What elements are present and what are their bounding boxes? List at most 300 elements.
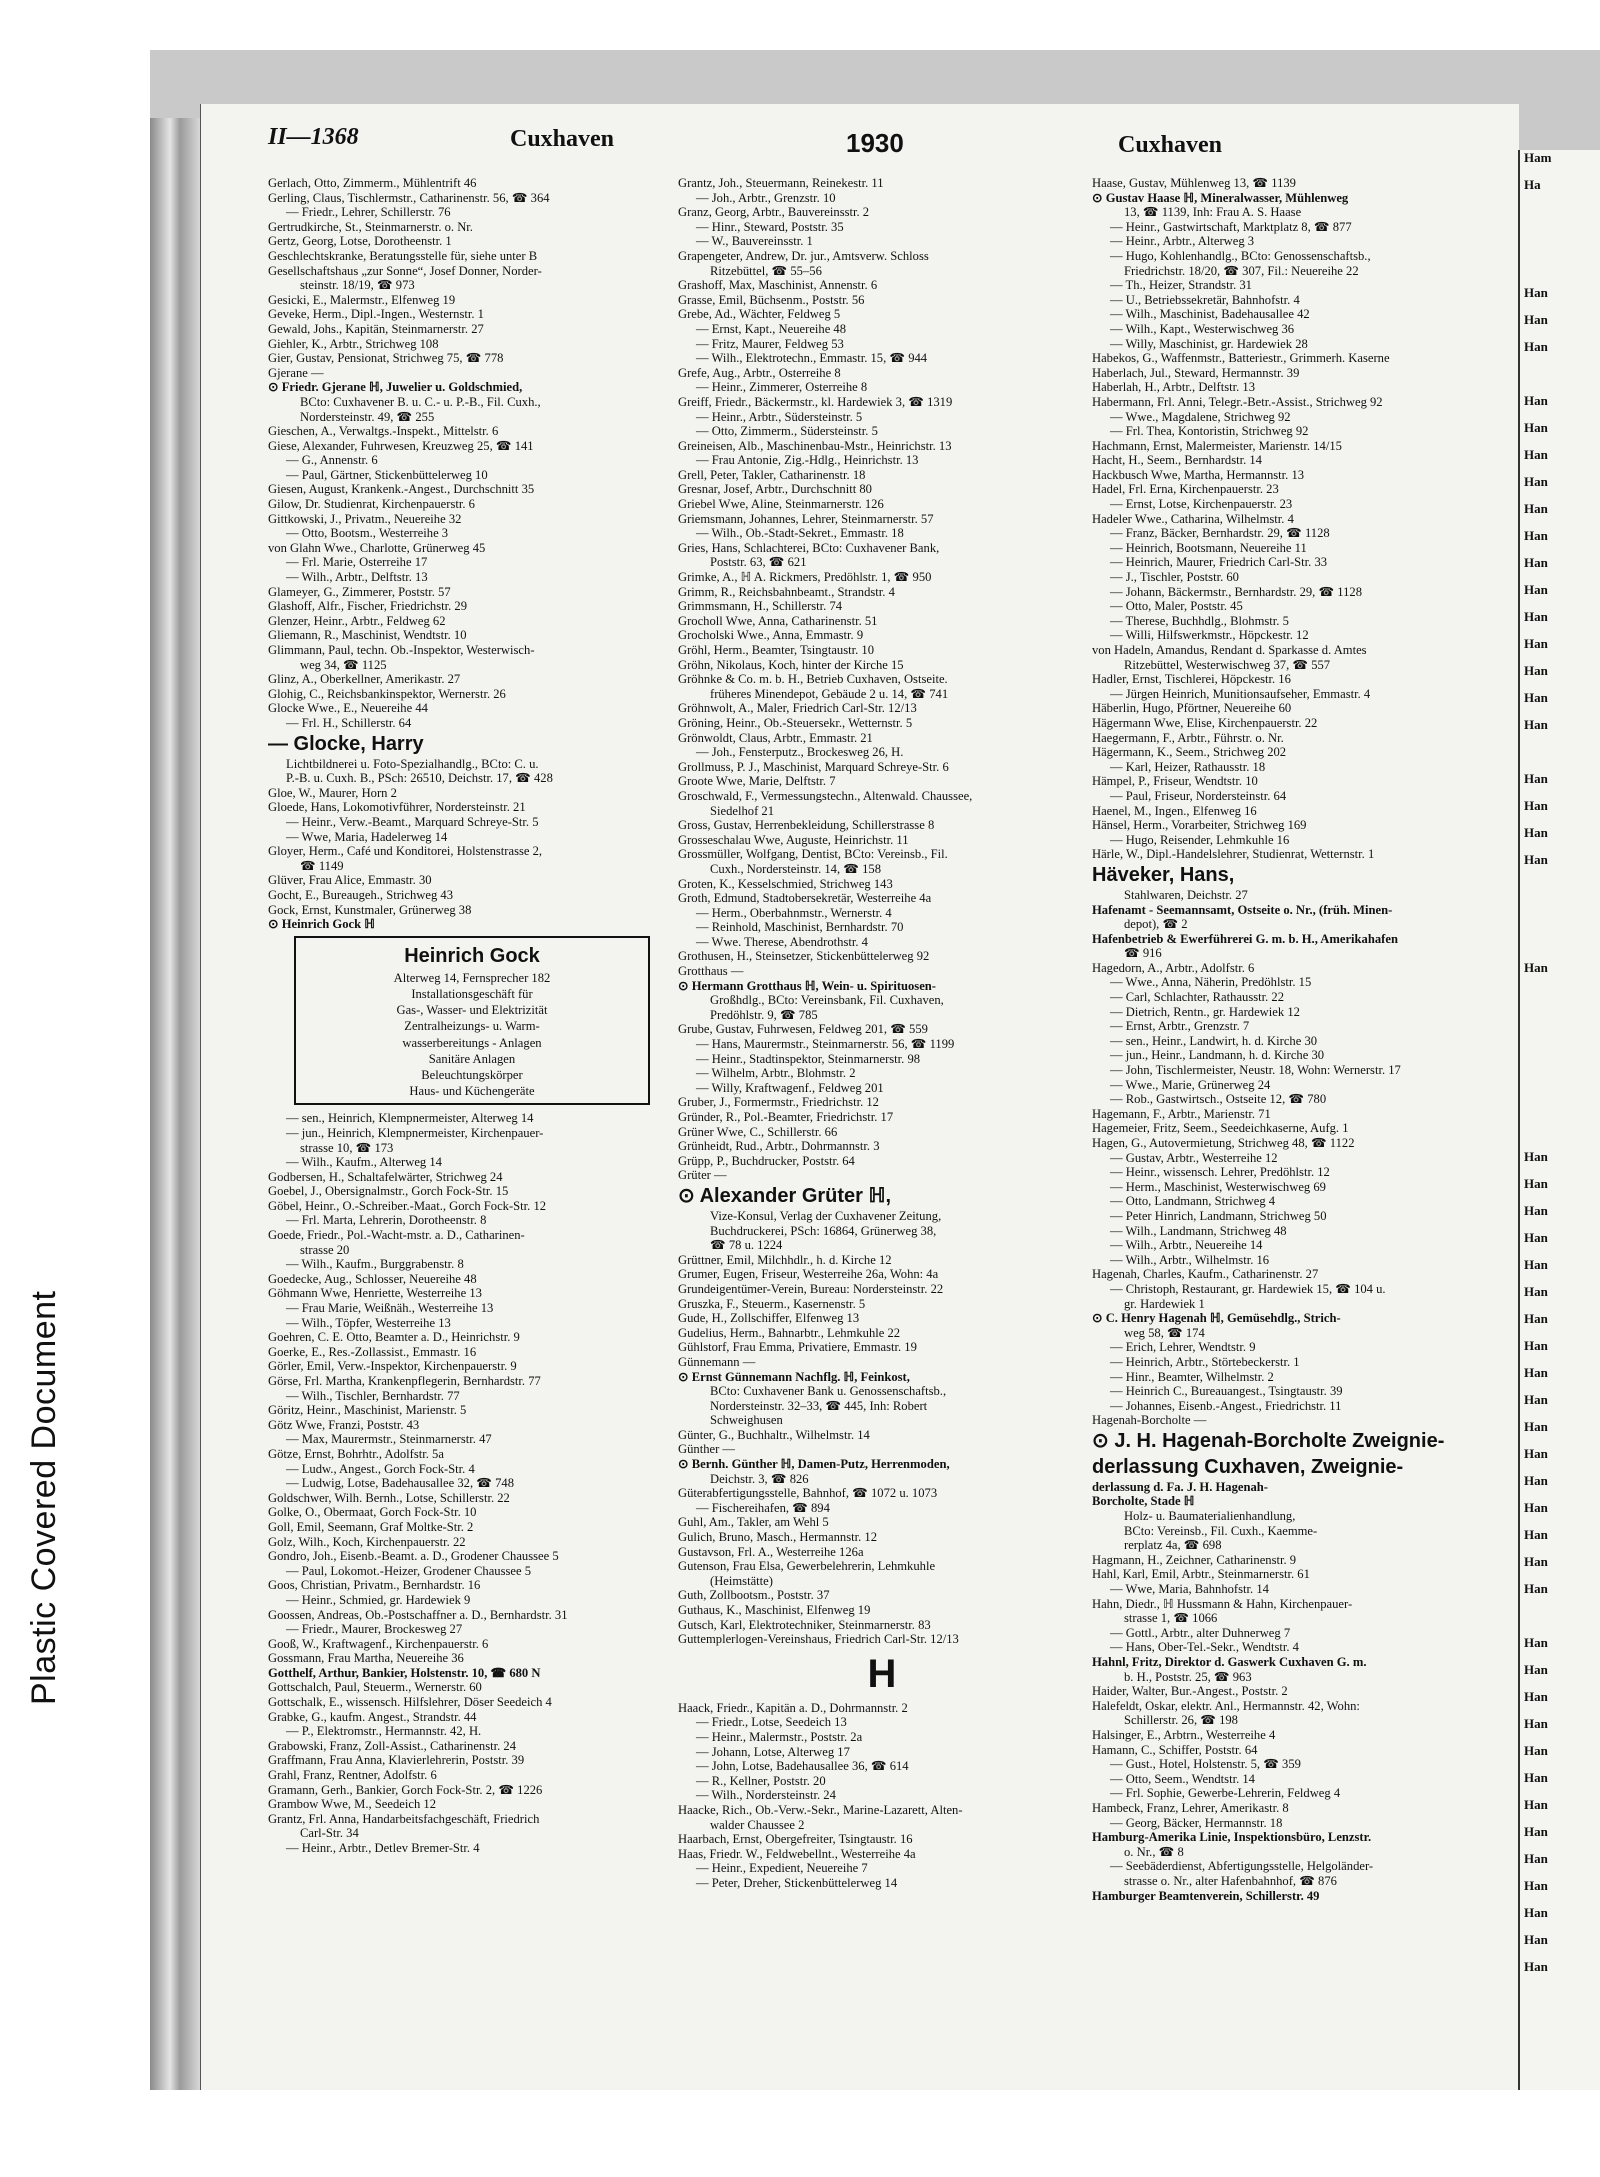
directory-entry: Häberlin, Hugo, Pförtner, Neuereihe 60 bbox=[1092, 701, 1292, 716]
directory-entry: — Friedr., Maurer, Brockesweg 27 bbox=[286, 1622, 463, 1637]
ad-line: Alterweg 14, Fernsprecher 182 bbox=[393, 970, 551, 985]
directory-entry: b. H., Poststr. 25, ☎ 963 bbox=[1124, 1669, 1252, 1684]
directory-entry: Gloe, W., Maurer, Horn 2 bbox=[268, 785, 397, 800]
directory-entry: strasse 10, ☎ 173 bbox=[300, 1140, 394, 1155]
directory-entry: Golke, O., Obermaat, Gorch Fock-Str. 10 bbox=[268, 1505, 477, 1520]
directory-entry: — Johann, Bäckermstr., Bernhardstr. 29, ☎ 1128 bbox=[1110, 584, 1363, 599]
directory-entry: Hahnl, Fritz, Direktor d. Gaswerk Cuxhaven G. m. bbox=[1092, 1655, 1367, 1669]
directory-entry: — Gustav, Arbtr., Westerreihe 12 bbox=[1110, 1150, 1278, 1165]
facing-page-fragment: Han bbox=[1524, 1203, 1548, 1218]
directory-entry: Cuxh., Nordersteinstr. 14, ☎ 158 bbox=[710, 861, 881, 876]
directory-entry: Gieschen, A., Verwaltgs.-Inspekt., Mittelstr. 6 bbox=[268, 424, 499, 439]
facing-page-fragment: Han bbox=[1524, 1932, 1548, 1947]
facing-page-fragment: Han bbox=[1524, 1959, 1548, 1974]
facing-page-fragment: Han bbox=[1524, 393, 1548, 408]
directory-entry: Hägermann, K., Seem., Strichweg 202 bbox=[1092, 745, 1287, 760]
directory-entry: Gerling, Claus, Tischlermstr., Catharinenstr. 56, ☎ 364 bbox=[268, 190, 550, 205]
directory-entry: Groten, K., Kesselschmied, Strichweg 143 bbox=[678, 876, 893, 891]
facing-page-fragment: Han bbox=[1524, 555, 1548, 570]
directory-entry: Ritzebüttel, Westerwischweg 37, ☎ 557 bbox=[1124, 657, 1331, 672]
directory-entry: — Willy, Maschinist, gr. Hardewiek 28 bbox=[1110, 336, 1308, 351]
directory-entry: H bbox=[867, 1651, 897, 1696]
header-year: 1930 bbox=[846, 128, 904, 158]
directory-entry: Gröning, Heinr., Ob.-Steuersekr., Wetternstr. 5 bbox=[678, 715, 913, 730]
facing-page-fragment: Han bbox=[1524, 528, 1548, 543]
directory-entry: Stahlwaren, Deichstr. 27 bbox=[1124, 887, 1248, 902]
directory-entry: — Johann, Lotse, Alterweg 17 bbox=[696, 1744, 850, 1759]
directory-entry: Haack, Friedr., Kapitän a. D., Dohrmannstr. 2 bbox=[678, 1700, 908, 1715]
directory-entry: Graffmann, Frau Anna, Klavierlehrerin, Poststr. 39 bbox=[268, 1753, 525, 1768]
directory-entry: — Dietrich, Rentn., gr. Hardewiek 12 bbox=[1110, 1004, 1300, 1019]
directory-entry: Haegermann, F., Arbtr., Führstr. o. Nr. bbox=[1092, 730, 1284, 745]
facing-page-fragment: Han bbox=[1524, 1176, 1548, 1191]
directory-entry: Goll, Emil, Seemann, Graf Moltke-Str. 2 bbox=[268, 1519, 474, 1534]
directory-entry: Gotthelf, Arthur, Bankier, Holstenstr. 10, ☎ 680 N bbox=[268, 1665, 541, 1680]
directory-entry: Hagen, G., Autovermietung, Strichweg 48, ☎ 1122 bbox=[1092, 1136, 1355, 1150]
directory-entry: derlassung Cuxhaven, Zweignie- bbox=[1092, 1455, 1404, 1478]
directory-entry: Gustavson, Frl. A., Westerreihe 126a bbox=[678, 1544, 864, 1559]
facing-page-fragment bbox=[1524, 1122, 1600, 1149]
directory-entry: Gutenson, Frau Elsa, Gewerbelehrerin, Lehmkuhle bbox=[678, 1559, 936, 1574]
facing-page-fragment bbox=[1524, 1095, 1600, 1122]
directory-entry: Hagemann, F., Arbtr., Marienstr. 71 bbox=[1092, 1106, 1271, 1121]
facing-page-fragment: Han bbox=[1524, 1770, 1548, 1785]
directory-entry: Grüpp, P., Buchdrucker, Poststr. 64 bbox=[678, 1153, 855, 1168]
facing-page-fragment bbox=[1524, 744, 1600, 771]
directory-entry: Görler, Emil, Verw.-Inspektor, Kirchenpauerstr. 9 bbox=[268, 1359, 517, 1374]
facing-page-fragment: Han bbox=[1524, 1311, 1548, 1326]
directory-entry: Gocht, E., Bureaugeh., Strichweg 43 bbox=[268, 887, 454, 902]
directory-entry: Göhmann Wwe, Henriette, Westerreihe 13 bbox=[268, 1286, 482, 1301]
directory-entry: — Therese, Buchhdlg., Blohmstr. 5 bbox=[1110, 613, 1289, 628]
directory-entry: Gooß, W., Kraftwagenf., Kirchenpauerstr. 6 bbox=[268, 1636, 489, 1651]
directory-entry: Nordersteinstr. 32–33, ☎ 445, Inh: Robert bbox=[710, 1398, 928, 1413]
directory-entry: ⊙ J. H. Hagenah-Borcholte Zweignie- bbox=[1092, 1429, 1445, 1452]
directory-entry: Grube, Gustav, Fuhrwesen, Feldweg 201, ☎ 559 bbox=[678, 1022, 928, 1037]
directory-entry: Geschlechtskranke, Beratungsstelle für, siehe unter B bbox=[268, 248, 538, 263]
facing-page-fragment: Han bbox=[1524, 1527, 1548, 1542]
directory-entry: — W., Bauvereinsstr. 1 bbox=[696, 234, 813, 249]
directory-entry: — Hinr., Steward, Poststr. 35 bbox=[696, 219, 844, 234]
directory-entry: Friedrichstr. 18/20, ☎ 307, Fil.: Neuereihe 22 bbox=[1124, 263, 1359, 278]
directory-entry: — J., Tischler, Poststr. 60 bbox=[1110, 570, 1239, 585]
directory-entry: — jun., Heinr., Landmann, h. d. Kirche 30 bbox=[1110, 1048, 1325, 1063]
directory-entry: — Gottl., Arbtr., alter Duhnerweg 7 bbox=[1110, 1625, 1291, 1640]
directory-entry: Hagmann, H., Zeichner, Catharinenstr. 9 bbox=[1092, 1552, 1297, 1567]
directory-entry: — Hinr., Beamter, Wilhelmstr. 2 bbox=[1110, 1369, 1274, 1384]
directory-entry: steinstr. 18/19, ☎ 973 bbox=[300, 278, 415, 293]
directory-entry: Glocke Wwe., E., Neuereihe 44 bbox=[268, 701, 428, 716]
directory-entry: Hachmann, Ernst, Malermeister, Marienstr. 14/15 bbox=[1092, 438, 1342, 453]
directory-entry: Hänsel, Herm., Vorarbeiter, Strichweg 169 bbox=[1092, 818, 1307, 833]
facing-page-fragment: Han bbox=[1524, 501, 1548, 516]
facing-page-fragment: Han bbox=[1524, 717, 1548, 732]
facing-page-fragment: Ha bbox=[1524, 177, 1541, 192]
directory-entry: Glimmann, Paul, techn. Ob.-Inspektor, Westerwisch- bbox=[268, 643, 535, 657]
directory-entry: — Frau Antonie, Zig.-Hdlg., Heinrichstr. 13 bbox=[696, 453, 919, 468]
directory-entry: depot), ☎ 2 bbox=[1124, 917, 1188, 932]
directory-entry: Glenzer, Heinr., Arbtr., Feldweg 62 bbox=[268, 613, 446, 628]
directory-entry: Deichstr. 3, ☎ 826 bbox=[710, 1471, 809, 1486]
directory-entry: Güterabfertigungsstelle, Bahnhof, ☎ 1072 u. 1073 bbox=[678, 1486, 938, 1501]
directory-entry: — Frl. Thea, Kontoristin, Strichweg 92 bbox=[1110, 424, 1309, 439]
directory-entry: Halefeldt, Oskar, elektr. Anl., Hermannstr. 42, Wohn: bbox=[1092, 1698, 1360, 1713]
directory-entry: Grünheidt, Rud., Arbtr., Dohrmannstr. 3 bbox=[678, 1139, 880, 1154]
directory-entry: Buchdruckerei, PSch: 16864, Grünerweg 38, bbox=[710, 1223, 937, 1238]
book-spine bbox=[150, 118, 200, 2090]
directory-entry: — Wilh., Kaufm., Alterweg 14 bbox=[286, 1155, 442, 1170]
directory-entry: — Wwe, Maria, Bahnhofstr. 14 bbox=[1110, 1582, 1269, 1597]
directory-entry: weg 34, ☎ 1125 bbox=[300, 657, 387, 672]
ad-line: Gas-, Wasser- und Elektrizität bbox=[396, 1003, 548, 1018]
directory-entry: — Rob., Gastwirtsch., Ostseite 12, ☎ 780 bbox=[1110, 1092, 1327, 1107]
directory-entry: — Paul, Gärtner, Stickenbüttelerweg 10 bbox=[286, 467, 488, 482]
directory-entry: — Wilh., Arbtr., Delftstr. 13 bbox=[286, 570, 428, 585]
directory-entry: Grüner Wwe, C., Schillerstr. 66 bbox=[678, 1124, 838, 1139]
facing-page-edge bbox=[1518, 150, 1600, 2090]
header-city-left: Cuxhaven bbox=[510, 126, 615, 152]
directory-entry: Hamann, C., Schiffer, Poststr. 64 bbox=[1092, 1742, 1258, 1757]
directory-entry: — Erich, Lehrer, Wendtstr. 9 bbox=[1110, 1340, 1256, 1355]
header-city-right: Cuxhaven bbox=[1118, 132, 1223, 158]
directory-entry: — Franz, Bäcker, Bernhardstr. 29, ☎ 1128 bbox=[1110, 526, 1330, 541]
facing-page-fragment: Han bbox=[1524, 582, 1548, 597]
directory-entry: ⊙ Ernst Günnemann Nachflg. ℍ, Feinkost, bbox=[678, 1369, 910, 1384]
directory-entry: Habekos, G., Waffenmstr., Batteriestr., Grimmerh. Kaserne bbox=[1092, 351, 1390, 366]
directory-entry: Görse, Frl. Martha, Krankenpflegerin, Bernhardstr. 77 bbox=[268, 1374, 541, 1388]
directory-entry: Siedelhof 21 bbox=[710, 803, 775, 818]
directory-entry: — sen., Heinrich, Klempnermeister, Alterweg 14 bbox=[286, 1111, 534, 1126]
directory-entry: — Heinr., Zimmerer, Osterreihe 8 bbox=[696, 380, 868, 395]
directory-entry: Grabowski, Franz, Zoll-Assist., Catharinenstr. 24 bbox=[268, 1738, 516, 1753]
directory-entry: Haberlach, Jul., Steward, Hermannstr. 39 bbox=[1092, 365, 1300, 380]
ad-title: Heinrich Gock bbox=[404, 944, 540, 967]
directory-entry: Haider, Walter, Bur.-Angest., Poststr. 2 bbox=[1092, 1684, 1288, 1699]
directory-entry: Haberlah, H., Arbtr., Delftstr. 13 bbox=[1092, 380, 1255, 395]
directory-entry: — Wilh., Ob.-Stadt-Sekret., Emmastr. 18 bbox=[696, 526, 904, 541]
directory-entry: Grebe, Ad., Wächter, Feldweg 5 bbox=[678, 307, 841, 322]
directory-entry: Gesellschaftshaus „zur Sonne“, Josef Donner, Norder- bbox=[268, 263, 542, 278]
directory-entry: — Wilh., Nordersteinstr. 24 bbox=[696, 1788, 836, 1803]
directory-entry: — Heinr., Schmied, gr. Hardewiek 9 bbox=[286, 1592, 471, 1607]
directory-entry: Grasse, Emil, Büchsenm., Poststr. 56 bbox=[678, 292, 865, 307]
directory-entry: — Otto, Bootsm., Westerreihe 3 bbox=[286, 526, 449, 541]
directory-entry: Hahl, Karl, Emil, Arbtr., Steinmarnerstr. 61 bbox=[1092, 1567, 1310, 1582]
directory-entry: Gröhnke & Co. m. b. H., Betrieb Cuxhaven, Ostseite. bbox=[678, 672, 948, 687]
facing-page-fragment: Han bbox=[1524, 1473, 1548, 1488]
directory-entry: ⊙ Gustav Haase ℍ, Mineralwasser, Mühlenweg bbox=[1092, 190, 1349, 205]
directory-entry: — Friedr., Lotse, Seedeich 13 bbox=[696, 1715, 847, 1730]
directory-entry: — Heinr., Malermstr., Poststr. 2a bbox=[696, 1729, 863, 1744]
facing-page-fragment: Han bbox=[1524, 1797, 1548, 1812]
directory-entry: Grabke, G., kaufm. Angest., Strandstr. 44 bbox=[268, 1709, 477, 1724]
directory-entry: ⊙ Hermann Grotthaus ℍ, Wein- u. Spirituosen- bbox=[678, 978, 936, 993]
side-label: Plastic Covered Document bbox=[25, 1290, 63, 1705]
directory-entry: Goerke, E., Res.-Zollassist., Emmastr. 16 bbox=[268, 1344, 477, 1359]
directory-entry: Hadel, Frl. Erna, Kirchenpauerstr. 23 bbox=[1092, 482, 1279, 497]
facing-page-fragment: Han bbox=[1524, 1716, 1548, 1731]
directory-entry: Holz- u. Baumaterialienhandlung, bbox=[1124, 1509, 1296, 1524]
directory-entry: — Wilh., Landmann, Strichweg 48 bbox=[1110, 1223, 1287, 1238]
directory-entry: Haas, Friedr. W., Feldwebellnt., Westerreihe 4a bbox=[678, 1846, 916, 1861]
directory-entry: Goehren, C. E. Otto, Beamter a. D., Heinrichstr. 9 bbox=[268, 1330, 520, 1345]
facing-page-fragment: Han bbox=[1524, 1554, 1548, 1569]
directory-entry: Grimm, R., Reichsbahnbeamt., Strandstr. 4 bbox=[678, 584, 895, 599]
directory-entry: ⊙ C. Henry Hagenah ℍ, Gemüsehdlg., Strich- bbox=[1092, 1311, 1341, 1326]
directory-entry: Grollmuss, P. J., Maschinist, Marquard Schreye-Str. 6 bbox=[678, 759, 949, 774]
directory-entry: Golz, Wilh., Koch, Kirchenpauerstr. 22 bbox=[268, 1534, 466, 1549]
directory-entry: Gröhn, Nikolaus, Koch, hinter der Kirche 15 bbox=[678, 657, 904, 672]
directory-entry: — Peter, Dreher, Stickenbüttelerweg 14 bbox=[696, 1875, 898, 1890]
directory-entry: Greiff, Friedr., Bäckermstr., kl. Hardewiek 3, ☎ 1319 bbox=[678, 394, 953, 409]
facing-page-fragment: Han bbox=[1524, 1365, 1548, 1380]
facing-page-fragment bbox=[1524, 987, 1600, 1014]
facing-page-fragment: Ham bbox=[1524, 150, 1552, 165]
directory-entry: rerplatz 4a, ☎ 698 bbox=[1124, 1538, 1222, 1553]
facing-page-fragment: Han bbox=[1524, 1257, 1548, 1272]
directory-entry: ⊙ Heinrich Gock ℍ bbox=[268, 917, 375, 932]
directory-entry: — Wilh., Maschinist, Badehausallee 42 bbox=[1110, 307, 1310, 322]
directory-entry: Grantz, Frl. Anna, Handarbeitsfachgeschäft, Friedrich bbox=[268, 1811, 540, 1826]
directory-entry: Gittkowski, J., Privatm., Neuereihe 32 bbox=[268, 511, 462, 526]
directory-entry: Giese, Alexander, Fuhrwesen, Kreuzweg 25, ☎ 141 bbox=[268, 438, 534, 453]
directory-entry: Goldschwer, Wilh. Bernh., Lotse, Schillerstr. 22 bbox=[268, 1490, 510, 1505]
directory-entry: — Wilh., Kaufm., Burggrabenstr. 8 bbox=[286, 1257, 464, 1272]
directory-entry: — Heinr., Gastwirtschaft, Marktplatz 8, ☎ 877 bbox=[1110, 219, 1352, 234]
directory-entry: Groote Wwe, Marie, Delftstr. 7 bbox=[678, 774, 836, 789]
directory-entry: — G., Annenstr. 6 bbox=[286, 453, 378, 468]
facing-page-fragment: Han bbox=[1524, 312, 1548, 327]
directory-entry: Häveker, Hans, bbox=[1092, 863, 1235, 886]
directory-entry: Hafenamt - Seemannsamt, Ostseite o. Nr., (früh. Minen- bbox=[1092, 902, 1393, 917]
facing-page-fragment: Han bbox=[1524, 798, 1548, 813]
directory-entry: weg 58, ☎ 174 bbox=[1124, 1325, 1205, 1340]
directory-entry: Gude, H., Zollschiffer, Elfenweg 13 bbox=[678, 1311, 860, 1326]
directory-entry: — Wilh., Arbtr., Neuereihe 14 bbox=[1110, 1238, 1263, 1253]
facing-page-fragment: Han bbox=[1524, 1446, 1548, 1461]
facing-page-fragment: Han bbox=[1524, 1743, 1548, 1758]
directory-entry: — jun., Heinrich, Klempnermeister, Kirchenpauer- bbox=[286, 1125, 544, 1140]
directory-entry: — Reinhold, Maschinist, Bernhardstr. 70 bbox=[696, 920, 904, 935]
facing-page-fragment: Han bbox=[1524, 285, 1548, 300]
directory-entry: — Georg, Bäcker, Hermannstr. 18 bbox=[1110, 1815, 1283, 1830]
directory-entry: — Heinr., Arbtr., Südersteinstr. 5 bbox=[696, 409, 863, 424]
directory-entry: BCto: Cuxhavener B. u. C.- u. P.-B., Fil. Cuxh., bbox=[300, 394, 541, 409]
directory-entry: Grambow Wwe, M., Seedeich 12 bbox=[268, 1797, 436, 1812]
directory-entry: 13, ☎ 1139, Inh: Frau A. S. Haase bbox=[1124, 205, 1302, 220]
directory-entry: — Seebäderdienst, Abfertigungsstelle, Helgoländer- bbox=[1110, 1859, 1374, 1874]
directory-entry: Gottschalk, E., wissensch. Hilfslehrer, Döser Seedeich 4 bbox=[268, 1695, 552, 1710]
facing-page-fragment: Han bbox=[1524, 1689, 1548, 1704]
directory-entry: Gier, Gustav, Pensionat, Strichweg 75, ☎ 778 bbox=[268, 351, 504, 366]
directory-entry: — Fritz, Maurer, Feldweg 53 bbox=[696, 336, 844, 351]
directory-entry: — P., Elektromstr., Hermannstr. 42, H. bbox=[286, 1724, 482, 1739]
directory-entry: Goebel, J., Obersignalmstr., Gorch Fock-Str. 15 bbox=[268, 1184, 509, 1199]
directory-entry: Godbersen, H., Schaltafelwärter, Strichweg 24 bbox=[268, 1169, 503, 1184]
facing-page-fragment: Han bbox=[1524, 1851, 1548, 1866]
directory-entry: Carl-Str. 34 bbox=[300, 1826, 359, 1841]
facing-page-fragment bbox=[1524, 366, 1600, 393]
directory-entry: BCto: Cuxhavener Bank u. Genossenschaftsb., bbox=[710, 1384, 947, 1399]
directory-entry: — Otto, Zimmerm., Südersteinstr. 5 bbox=[696, 424, 878, 439]
directory-entry: — Heinrich, Maurer, Friedrich Carl-Str. 33 bbox=[1110, 555, 1328, 570]
facing-page-fragment: Han bbox=[1524, 1392, 1548, 1407]
directory-entry: Grahl, Franz, Rentner, Adolfstr. 6 bbox=[268, 1768, 437, 1783]
directory-entry: — Wwe., Anna, Näherin, Predöhlstr. 15 bbox=[1110, 975, 1312, 990]
directory-entry: — R., Kellner, Poststr. 20 bbox=[696, 1773, 826, 1788]
directory-entry: Götz Wwe, Franzi, Poststr. 43 bbox=[268, 1417, 420, 1432]
facing-page-fragment: Han bbox=[1524, 771, 1548, 786]
directory-entry: Schweighusen bbox=[710, 1413, 783, 1428]
ad-line: Zentralheizungs- u. Warm- bbox=[404, 1019, 540, 1034]
facing-page-fragment: Han bbox=[1524, 1284, 1548, 1299]
directory-entry: Gewald, Johs., Kapitän, Steinmarnerstr. 27 bbox=[268, 321, 484, 336]
page-number: II—1368 bbox=[268, 124, 359, 150]
directory-entry: Götze, Ernst, Bohrhtr., Adolfstr. 5a bbox=[268, 1446, 444, 1461]
directory-entry: — Herm., Oberbahnmstr., Wernerstr. 4 bbox=[696, 905, 892, 920]
directory-entry: Glüver, Frau Alice, Emmastr. 30 bbox=[268, 873, 432, 888]
directory-entry: Günther — bbox=[678, 1442, 736, 1457]
directory-entry: — Ernst, Kapt., Neuereihe 48 bbox=[696, 321, 847, 336]
directory-entry: Gründer, R., Pol.-Beamter, Friedrichstr. 17 bbox=[678, 1110, 894, 1124]
directory-entry: — Heinrich C., Bureauangest., Tsingtaustr. 39 bbox=[1110, 1384, 1343, 1399]
facing-page-fragment: Han bbox=[1524, 1824, 1548, 1839]
directory-entry: — Hans, Ober-Tel.-Sekr., Wendtstr. 4 bbox=[1110, 1640, 1299, 1655]
directory-entry: Gramann, Gerh., Bankier, Gorch Fock-Str. 2, ☎ 1226 bbox=[268, 1782, 543, 1797]
directory-entry: Haacke, Rich., Ob.-Verw.-Sekr., Marine-Lazarett, Alten- bbox=[678, 1802, 963, 1817]
directory-entry: Hämpel, P., Friseur, Wendtstr. 10 bbox=[1092, 774, 1258, 789]
directory-entry: Grumer, Eugen, Friseur, Westerreihe 26a, Wohn: 4a bbox=[678, 1267, 939, 1282]
directory-entry: — Johannes, Eisenb.-Angest., Friedrichstr. 11 bbox=[1110, 1398, 1342, 1413]
facing-page-fragment bbox=[1524, 1041, 1600, 1068]
directory-entry: — Max, Maurermstr., Steinmarnerstr. 47 bbox=[286, 1432, 492, 1447]
directory-entry: — Willi, Hilfswerkmstr., Höpckestr. 12 bbox=[1110, 628, 1309, 643]
directory-entry: Gühlstorf, Frau Emma, Privatiere, Emmastr. 19 bbox=[678, 1340, 917, 1355]
directory-entry: Grell, Peter, Takler, Catharinenstr. 18 bbox=[678, 467, 866, 482]
directory-entry: — John, Lotse, Badehausallee 36, ☎ 614 bbox=[696, 1759, 909, 1774]
facing-page-fragment: Han bbox=[1524, 1500, 1548, 1515]
directory-entry: Gries, Hans, Schlachterei, BCto: Cuxhavener Bank, bbox=[678, 540, 940, 555]
directory-entry: Gerlach, Otto, Zimmerm., Mühlentrift 46 bbox=[268, 176, 477, 190]
directory-entry: ☎ 1149 bbox=[300, 858, 344, 873]
ad-line: wasserbereitungs - Anlagen bbox=[402, 1035, 542, 1050]
directory-entry: Hagenah-Borcholte — bbox=[1092, 1413, 1207, 1428]
facing-page-fragment: Han bbox=[1524, 1635, 1548, 1650]
facing-page-fragment bbox=[1524, 1608, 1600, 1635]
directory-entry: Poststr. 63, ☎ 621 bbox=[710, 555, 807, 570]
directory-entry: — Joh., Arbtr., Grenzstr. 10 bbox=[696, 190, 836, 205]
directory-entry: — Frl. H., Schillerstr. 64 bbox=[286, 715, 412, 730]
facing-page-fragment: Han bbox=[1524, 474, 1548, 489]
directory-entry: strasse 20 bbox=[300, 1242, 350, 1257]
directory-entry: Hahn, Diedr., ℍ Hussmann & Hahn, Kirchenpauer- bbox=[1092, 1596, 1353, 1611]
directory-entry: Schillerstr. 26, ☎ 198 bbox=[1124, 1713, 1238, 1728]
facing-page-fragment bbox=[1524, 258, 1600, 285]
facing-page-fragment: Han bbox=[1524, 1878, 1548, 1893]
directory-entry: — Hugo, Kohlenhandlg., BCto: Genossenschaftsb., bbox=[1110, 248, 1371, 263]
directory-entry: Predöhlstr. 9, ☎ 785 bbox=[710, 1007, 818, 1022]
facing-page-fragment bbox=[1524, 933, 1600, 960]
directory-entry: — Ludwig, Lotse, Badehausallee 32, ☎ 748 bbox=[286, 1476, 514, 1491]
directory-entry: Griemsmann, Johannes, Lehrer, Steinmarnerstr. 57 bbox=[678, 511, 934, 526]
directory-entry: — Wilh., Elektrotechn., Emmastr. 15, ☎ 944 bbox=[696, 351, 928, 366]
directory-entry: — Wwe, Maria, Hadelerweg 14 bbox=[286, 829, 448, 844]
ad-line: Sanitäre Anlagen bbox=[428, 1051, 516, 1066]
advertisement-box bbox=[294, 936, 650, 1106]
directory-entry: Guhl, Am., Takler, am Wehl 5 bbox=[678, 1515, 829, 1530]
facing-page-fragment: Han bbox=[1524, 690, 1548, 705]
directory-entry: — Otto, Maler, Poststr. 45 bbox=[1110, 599, 1243, 614]
directory-entry: Giesen, August, Krankenk.-Angest., Durchschnitt 35 bbox=[268, 482, 535, 497]
directory-entry: — Heinr., Verw.-Beamt., Marquard Schreye-Str. 5 bbox=[286, 814, 539, 829]
directory-entry: Grashoff, Max, Maschinist, Annenstr. 6 bbox=[678, 278, 878, 293]
directory-entry: — Wilh., Kapt., Westerwischweg 36 bbox=[1110, 321, 1295, 336]
directory-entry: Gock, Ernst, Kunstmaler, Grünerweg 38 bbox=[268, 902, 472, 917]
column-2 bbox=[678, 176, 1086, 1891]
directory-entry: Grotthaus — bbox=[678, 964, 744, 979]
directory-entry: Goedecke, Aug., Schlosser, Neuereihe 48 bbox=[268, 1271, 477, 1286]
directory-entry: Habermann, Frl. Anni, Telegr.-Betr.-Assist., Strichweg 92 bbox=[1092, 394, 1383, 409]
directory-entry: — Friedr., Lehrer, Schillerstr. 76 bbox=[286, 205, 451, 220]
directory-entry: — Heinr., Expedient, Neuereihe 7 bbox=[696, 1861, 868, 1876]
directory-entry: — Frl. Marie, Osterreihe 17 bbox=[286, 555, 428, 570]
directory-entry: walder Chaussee 2 bbox=[710, 1817, 805, 1832]
directory-entry: Grimmsmann, H., Schillerstr. 74 bbox=[678, 599, 843, 614]
directory-entry: Goos, Christian, Privatm., Bernhardstr. 16 bbox=[268, 1578, 481, 1593]
directory-entry: — Wwe. Therese, Abendrothstr. 4 bbox=[696, 934, 868, 949]
directory-entry: Hagemeier, Fritz, Seem., Seedeichkaserne, Aufg. 1 bbox=[1092, 1121, 1349, 1136]
directory-entry: Hagedorn, A., Arbtr., Adolfstr. 6 bbox=[1092, 960, 1255, 975]
directory-entry: Göritz, Heinr., Maschinist, Marienstr. 5 bbox=[268, 1403, 467, 1418]
directory-entry: — Fischereihafen, ☎ 894 bbox=[696, 1500, 830, 1515]
directory-entry: — Karl, Heizer, Rathausstr. 18 bbox=[1110, 759, 1266, 774]
facing-page-fragment: Han bbox=[1524, 960, 1548, 975]
directory-entry: ⊙ Bernh. Günther ℍ, Damen-Putz, Herrenmoden, bbox=[678, 1457, 950, 1472]
column-1 bbox=[268, 176, 672, 1856]
directory-entry: — Wilh., Arbtr., Wilhelmstr. 16 bbox=[1110, 1252, 1270, 1267]
directory-entry: Gudelius, Herm., Bahnarbtr., Lehmkuhle 22 bbox=[678, 1325, 901, 1340]
directory-entry: derlassung d. Fa. J. H. Hagenah- bbox=[1092, 1479, 1268, 1494]
facing-page-fragment: Han bbox=[1524, 339, 1548, 354]
directory-entry: — U., Betriebssekretär, Bahnhofstr. 4 bbox=[1110, 292, 1300, 307]
directory-entry: — Wilhelm, Arbtr., Blohmstr. 2 bbox=[696, 1066, 856, 1081]
directory-entry: — Frl. Marta, Lehrerin, Dorotheenstr. 8 bbox=[286, 1213, 487, 1228]
directory-entry: strasse 1, ☎ 1066 bbox=[1124, 1611, 1218, 1626]
directory-entry: — Wwe., Marie, Grünerweg 24 bbox=[1110, 1077, 1271, 1092]
directory-entry: — Heinr., wissensch. Lehrer, Predöhlstr. 12 bbox=[1110, 1165, 1330, 1180]
directory-entry: — Ludw., Angest., Gorch Fock-Str. 4 bbox=[286, 1461, 475, 1476]
facing-page-fragment: Han bbox=[1524, 420, 1548, 435]
directory-entry: Gloede, Hans, Lokomotivführer, Nordersteinstr. 21 bbox=[268, 800, 526, 815]
directory-entry: Goossen, Andreas, Ob.-Postschaffner a. D., Bernhardstr. 31 bbox=[268, 1607, 568, 1622]
directory-entry: Nordersteinstr. 49, ☎ 255 bbox=[300, 409, 435, 424]
directory-entry: Gottschalch, Paul, Steuerm., Wernerstr. 60 bbox=[268, 1680, 482, 1695]
directory-entry: Gjerane — bbox=[268, 365, 324, 380]
ad-line: Haus- und Küchengeräte bbox=[409, 1084, 535, 1099]
directory-entry: P.-B. u. Cuxh. B., PSch: 26510, Deichstr. 17, ☎ 428 bbox=[286, 771, 553, 786]
facing-page-fragment: Han bbox=[1524, 609, 1548, 624]
directory-entry: Ritzebüttel, ☎ 55–56 bbox=[710, 263, 822, 278]
directory-entry: — Ernst, Arbtr., Grenzstr. 7 bbox=[1110, 1019, 1250, 1034]
directory-entry: Grüttner, Emil, Milchhdlr., h. d. Kirche 12 bbox=[678, 1252, 892, 1267]
facing-page-fragment: Han bbox=[1524, 1419, 1548, 1434]
directory-entry: Hagenah, Charles, Kaufm., Catharinenstr. 27 bbox=[1092, 1267, 1319, 1282]
ad-line: Installationsgeschäft für bbox=[411, 986, 533, 1001]
directory-entry: Günnemann — bbox=[678, 1354, 756, 1369]
facing-page-fragment bbox=[1524, 1014, 1600, 1041]
directory-entry: Gulich, Bruno, Masch., Hermannstr. 12 bbox=[678, 1530, 878, 1545]
directory-entry: Guth, Zollbootsm., Poststr. 37 bbox=[678, 1588, 830, 1603]
